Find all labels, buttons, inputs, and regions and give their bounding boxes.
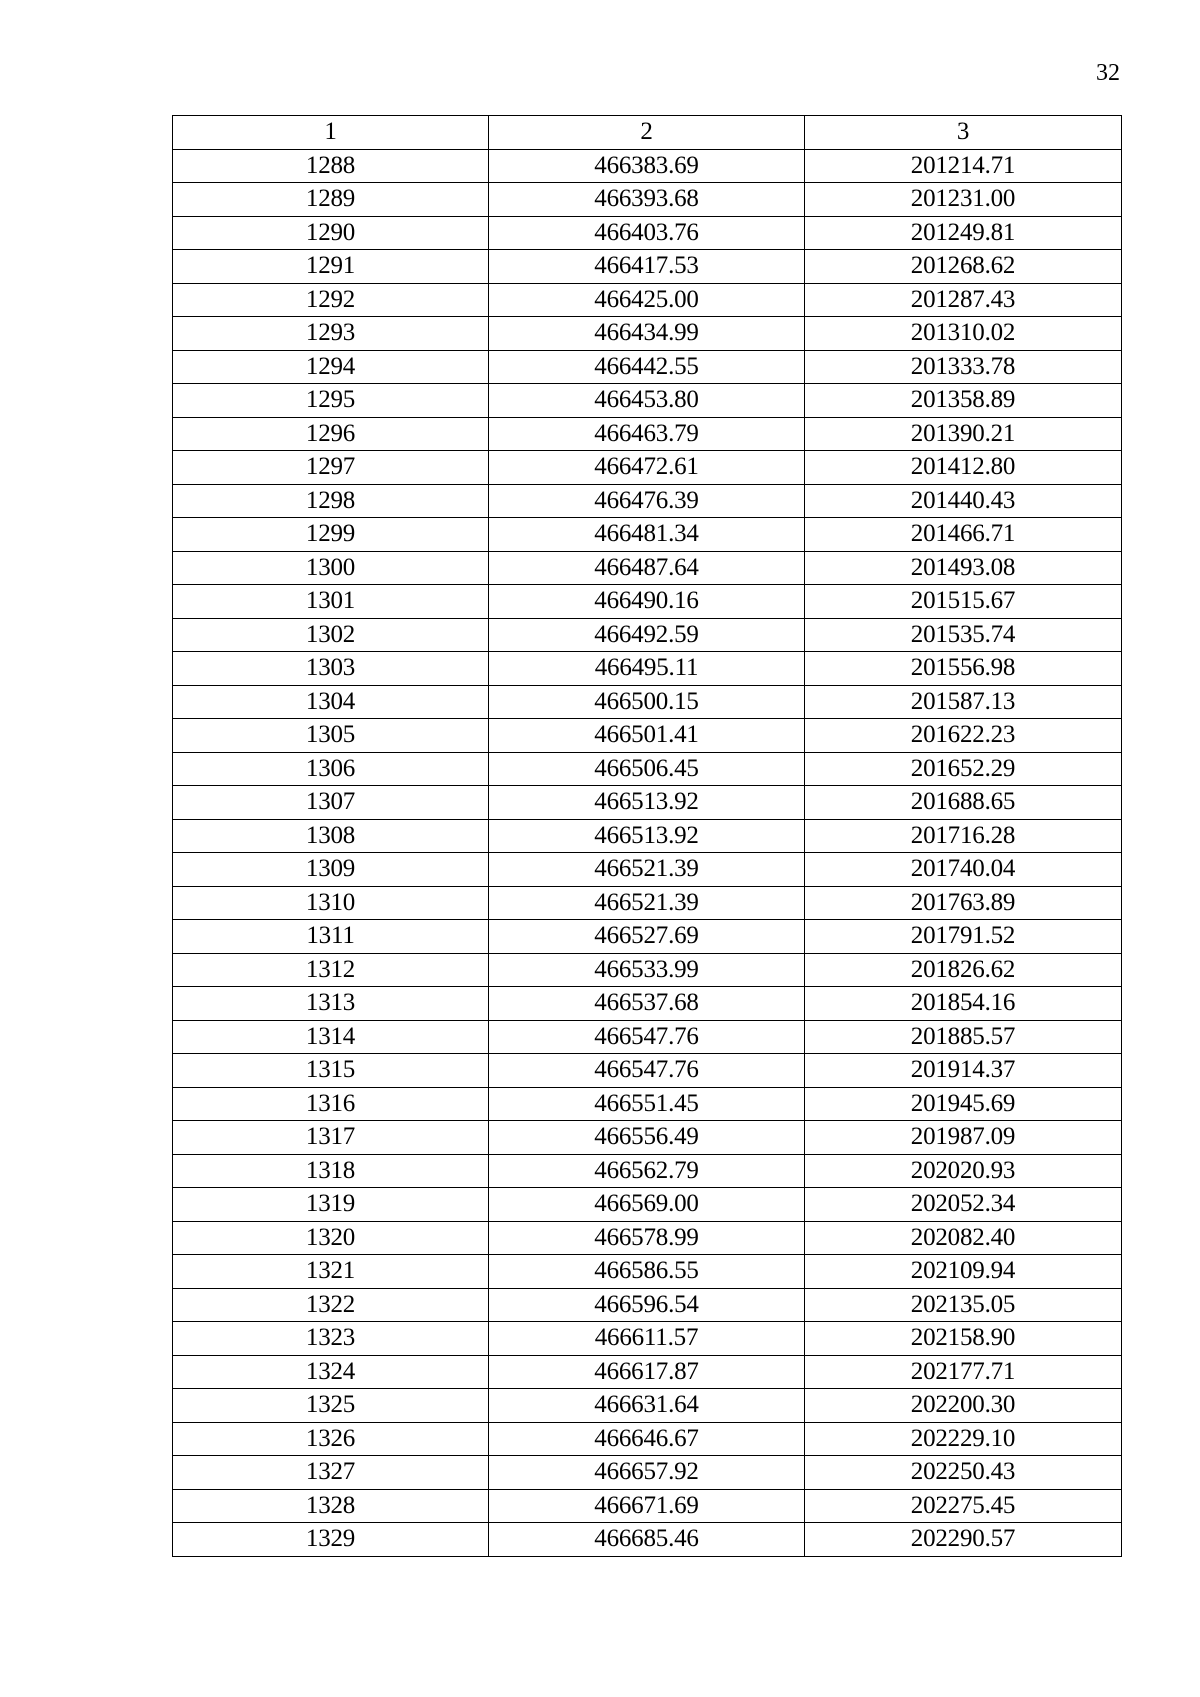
table-cell-col-2: 466463.79 [489, 417, 805, 451]
table-cell-col-2: 466578.99 [489, 1221, 805, 1255]
table-cell-col-3: 201390.21 [805, 417, 1122, 451]
table-cell-col-2: 466417.53 [489, 250, 805, 284]
page-number: 32 [1096, 60, 1120, 86]
table-cell-col-3: 202177.71 [805, 1355, 1122, 1389]
table-cell-col-1: 1316 [173, 1087, 489, 1121]
table-cell-col-1: 1300 [173, 551, 489, 585]
table-cell-col-2: 466617.87 [489, 1355, 805, 1389]
table-cell-col-1: 1294 [173, 350, 489, 384]
table-cell-col-2: 466453.80 [489, 384, 805, 418]
table-cell-col-1: 1292 [173, 283, 489, 317]
table-cell-col-2: 466521.39 [489, 853, 805, 887]
table-cell-col-3: 201333.78 [805, 350, 1122, 384]
table-row [173, 417, 1122, 451]
table-cell-col-1: 1301 [173, 585, 489, 619]
table-cell-col-3: 201914.37 [805, 1054, 1122, 1088]
table-cell-col-2: 466586.55 [489, 1255, 805, 1289]
table-cell-col-2: 466481.34 [489, 518, 805, 552]
table-cell-col-3: 202250.43 [805, 1456, 1122, 1490]
table-row [173, 953, 1122, 987]
table-cell-col-1: 1325 [173, 1389, 489, 1423]
table-cell-col-1: 1319 [173, 1188, 489, 1222]
table-cell-col-1: 1289 [173, 183, 489, 217]
table-cell-col-3: 201885.57 [805, 1020, 1122, 1054]
table-cell-col-1: 1318 [173, 1154, 489, 1188]
table-cell-col-1: 1317 [173, 1121, 489, 1155]
table-row [173, 518, 1122, 552]
table-cell-col-1: 1323 [173, 1322, 489, 1356]
table-row [173, 1121, 1122, 1155]
coordinates-table [172, 115, 1122, 1557]
table-row [173, 183, 1122, 217]
table-cell-col-2: 466495.11 [489, 652, 805, 686]
table-cell-col-3: 201515.67 [805, 585, 1122, 619]
table-cell-col-3: 202082.40 [805, 1221, 1122, 1255]
table-cell-col-1: 1298 [173, 484, 489, 518]
table-cell-col-3: 201440.43 [805, 484, 1122, 518]
table-cell-col-2: 466490.16 [489, 585, 805, 619]
table-cell-col-2: 466403.76 [489, 216, 805, 250]
header-cell-2: 2 [489, 116, 805, 150]
table-cell-col-3: 201587.13 [805, 685, 1122, 719]
table-cell-col-2: 466556.49 [489, 1121, 805, 1155]
table-cell-col-1: 1297 [173, 451, 489, 485]
table-cell-col-2: 466442.55 [489, 350, 805, 384]
table-cell-col-3: 201412.80 [805, 451, 1122, 485]
table-cell-col-2: 466476.39 [489, 484, 805, 518]
table-row [173, 1422, 1122, 1456]
table-cell-col-3: 201763.89 [805, 886, 1122, 920]
table-cell-col-3: 202290.57 [805, 1523, 1122, 1557]
table-row [173, 618, 1122, 652]
table-cell-col-1: 1313 [173, 987, 489, 1021]
table-row [173, 1322, 1122, 1356]
table-cell-col-3: 201231.00 [805, 183, 1122, 217]
table-row [173, 585, 1122, 619]
table-cell-col-3: 202200.30 [805, 1389, 1122, 1423]
table-row [173, 384, 1122, 418]
table-row [173, 652, 1122, 686]
table-cell-col-1: 1295 [173, 384, 489, 418]
table-cell-col-3: 201791.52 [805, 920, 1122, 954]
table-row [173, 1054, 1122, 1088]
table-row [173, 317, 1122, 351]
table-cell-col-2: 466513.92 [489, 786, 805, 820]
table-cell-col-1: 1307 [173, 786, 489, 820]
table-cell-col-2: 466671.69 [489, 1489, 805, 1523]
table-cell-col-1: 1326 [173, 1422, 489, 1456]
table-cell-col-3: 201466.71 [805, 518, 1122, 552]
table-cell-col-2: 466551.45 [489, 1087, 805, 1121]
table-row [173, 685, 1122, 719]
header-cell-1: 1 [173, 116, 489, 150]
table-row [173, 484, 1122, 518]
table-row [173, 719, 1122, 753]
table-cell-col-2: 466596.54 [489, 1288, 805, 1322]
table-cell-col-2: 466547.76 [489, 1054, 805, 1088]
table-cell-col-2: 466562.79 [489, 1154, 805, 1188]
table-row [173, 1020, 1122, 1054]
table-row [173, 551, 1122, 585]
table-cell-col-1: 1302 [173, 618, 489, 652]
table-cell-col-1: 1320 [173, 1221, 489, 1255]
table-cell-col-1: 1290 [173, 216, 489, 250]
table-cell-col-2: 466646.67 [489, 1422, 805, 1456]
table-row [173, 1389, 1122, 1423]
table-cell-col-2: 466513.92 [489, 819, 805, 853]
table-row [173, 250, 1122, 284]
table-cell-col-3: 201945.69 [805, 1087, 1122, 1121]
table-row [173, 1154, 1122, 1188]
table-row [173, 1255, 1122, 1289]
table-row [173, 283, 1122, 317]
table-cell-col-1: 1327 [173, 1456, 489, 1490]
table-cell-col-2: 466611.57 [489, 1322, 805, 1356]
table-cell-col-2: 466631.64 [489, 1389, 805, 1423]
table-cell-col-1: 1314 [173, 1020, 489, 1054]
table-cell-col-3: 202229.10 [805, 1422, 1122, 1456]
table-cell-col-1: 1329 [173, 1523, 489, 1557]
table-cell-col-1: 1312 [173, 953, 489, 987]
table-cell-col-2: 466492.59 [489, 618, 805, 652]
table-cell-col-3: 202158.90 [805, 1322, 1122, 1356]
table-row [173, 350, 1122, 384]
table-row [173, 1523, 1122, 1557]
table-cell-col-2: 466434.99 [489, 317, 805, 351]
table-cell-col-3: 202275.45 [805, 1489, 1122, 1523]
table-cell-col-3: 201987.09 [805, 1121, 1122, 1155]
table-cell-col-2: 466569.00 [489, 1188, 805, 1222]
table-cell-col-1: 1322 [173, 1288, 489, 1322]
table-row [173, 1087, 1122, 1121]
table-row [173, 451, 1122, 485]
table-body [173, 149, 1122, 1556]
table-row [173, 886, 1122, 920]
table-cell-col-2: 466472.61 [489, 451, 805, 485]
table-row [173, 920, 1122, 954]
table-cell-col-3: 201556.98 [805, 652, 1122, 686]
table-cell-col-1: 1328 [173, 1489, 489, 1523]
table-cell-col-3: 201249.81 [805, 216, 1122, 250]
table-row [173, 1355, 1122, 1389]
table-cell-col-3: 201716.28 [805, 819, 1122, 853]
table-row [173, 752, 1122, 786]
table-row [173, 987, 1122, 1021]
table-cell-col-3: 202135.05 [805, 1288, 1122, 1322]
table-cell-col-3: 201268.62 [805, 250, 1122, 284]
table-cell-col-3: 202052.34 [805, 1188, 1122, 1222]
table-cell-col-2: 466657.92 [489, 1456, 805, 1490]
table-cell-col-3: 201740.04 [805, 853, 1122, 887]
table-cell-col-1: 1299 [173, 518, 489, 552]
table-cell-col-3: 201310.02 [805, 317, 1122, 351]
table-cell-col-2: 466537.68 [489, 987, 805, 1021]
table-row [173, 216, 1122, 250]
table-row [173, 786, 1122, 820]
table-cell-col-2: 466506.45 [489, 752, 805, 786]
table-cell-col-1: 1315 [173, 1054, 489, 1088]
table-cell-col-3: 202109.94 [805, 1255, 1122, 1289]
header-row [173, 116, 1122, 150]
table-row [173, 1221, 1122, 1255]
table-cell-col-2: 466501.41 [489, 719, 805, 753]
table-cell-col-2: 466521.39 [489, 886, 805, 920]
table-cell-col-2: 466393.68 [489, 183, 805, 217]
table-cell-col-3: 202020.93 [805, 1154, 1122, 1188]
table-cell-col-1: 1321 [173, 1255, 489, 1289]
table-row [173, 1489, 1122, 1523]
table-cell-col-3: 201358.89 [805, 384, 1122, 418]
table-cell-col-3: 201535.74 [805, 618, 1122, 652]
table-cell-col-1: 1304 [173, 685, 489, 719]
table-cell-col-3: 201854.16 [805, 987, 1122, 1021]
header-cell-3: 3 [805, 116, 1122, 150]
table-cell-col-3: 201214.71 [805, 149, 1122, 183]
table-cell-col-1: 1308 [173, 819, 489, 853]
table-row [173, 819, 1122, 853]
table-cell-col-2: 466685.46 [489, 1523, 805, 1557]
table-cell-col-2: 466425.00 [489, 283, 805, 317]
table-row [173, 149, 1122, 183]
table-cell-col-1: 1291 [173, 250, 489, 284]
table-cell-col-3: 201287.43 [805, 283, 1122, 317]
table-cell-col-2: 466533.99 [489, 953, 805, 987]
table-cell-col-1: 1305 [173, 719, 489, 753]
table-cell-col-1: 1306 [173, 752, 489, 786]
table-row [173, 853, 1122, 887]
table-cell-col-1: 1324 [173, 1355, 489, 1389]
table-cell-col-3: 201493.08 [805, 551, 1122, 585]
table-cell-col-2: 466383.69 [489, 149, 805, 183]
table-cell-col-1: 1310 [173, 886, 489, 920]
table-row [173, 1188, 1122, 1222]
table-cell-col-1: 1311 [173, 920, 489, 954]
table-cell-col-3: 201622.23 [805, 719, 1122, 753]
table-cell-col-2: 466527.69 [489, 920, 805, 954]
table-row [173, 1456, 1122, 1490]
table-cell-col-1: 1309 [173, 853, 489, 887]
table-cell-col-3: 201652.29 [805, 752, 1122, 786]
table-header [173, 116, 1122, 150]
table-cell-col-2: 466487.64 [489, 551, 805, 585]
table-cell-col-1: 1293 [173, 317, 489, 351]
table-cell-col-3: 201826.62 [805, 953, 1122, 987]
table-cell-col-1: 1303 [173, 652, 489, 686]
table-cell-col-1: 1296 [173, 417, 489, 451]
table-cell-col-2: 466547.76 [489, 1020, 805, 1054]
table-row [173, 1288, 1122, 1322]
table-cell-col-2: 466500.15 [489, 685, 805, 719]
table-cell-col-1: 1288 [173, 149, 489, 183]
table-cell-col-3: 201688.65 [805, 786, 1122, 820]
